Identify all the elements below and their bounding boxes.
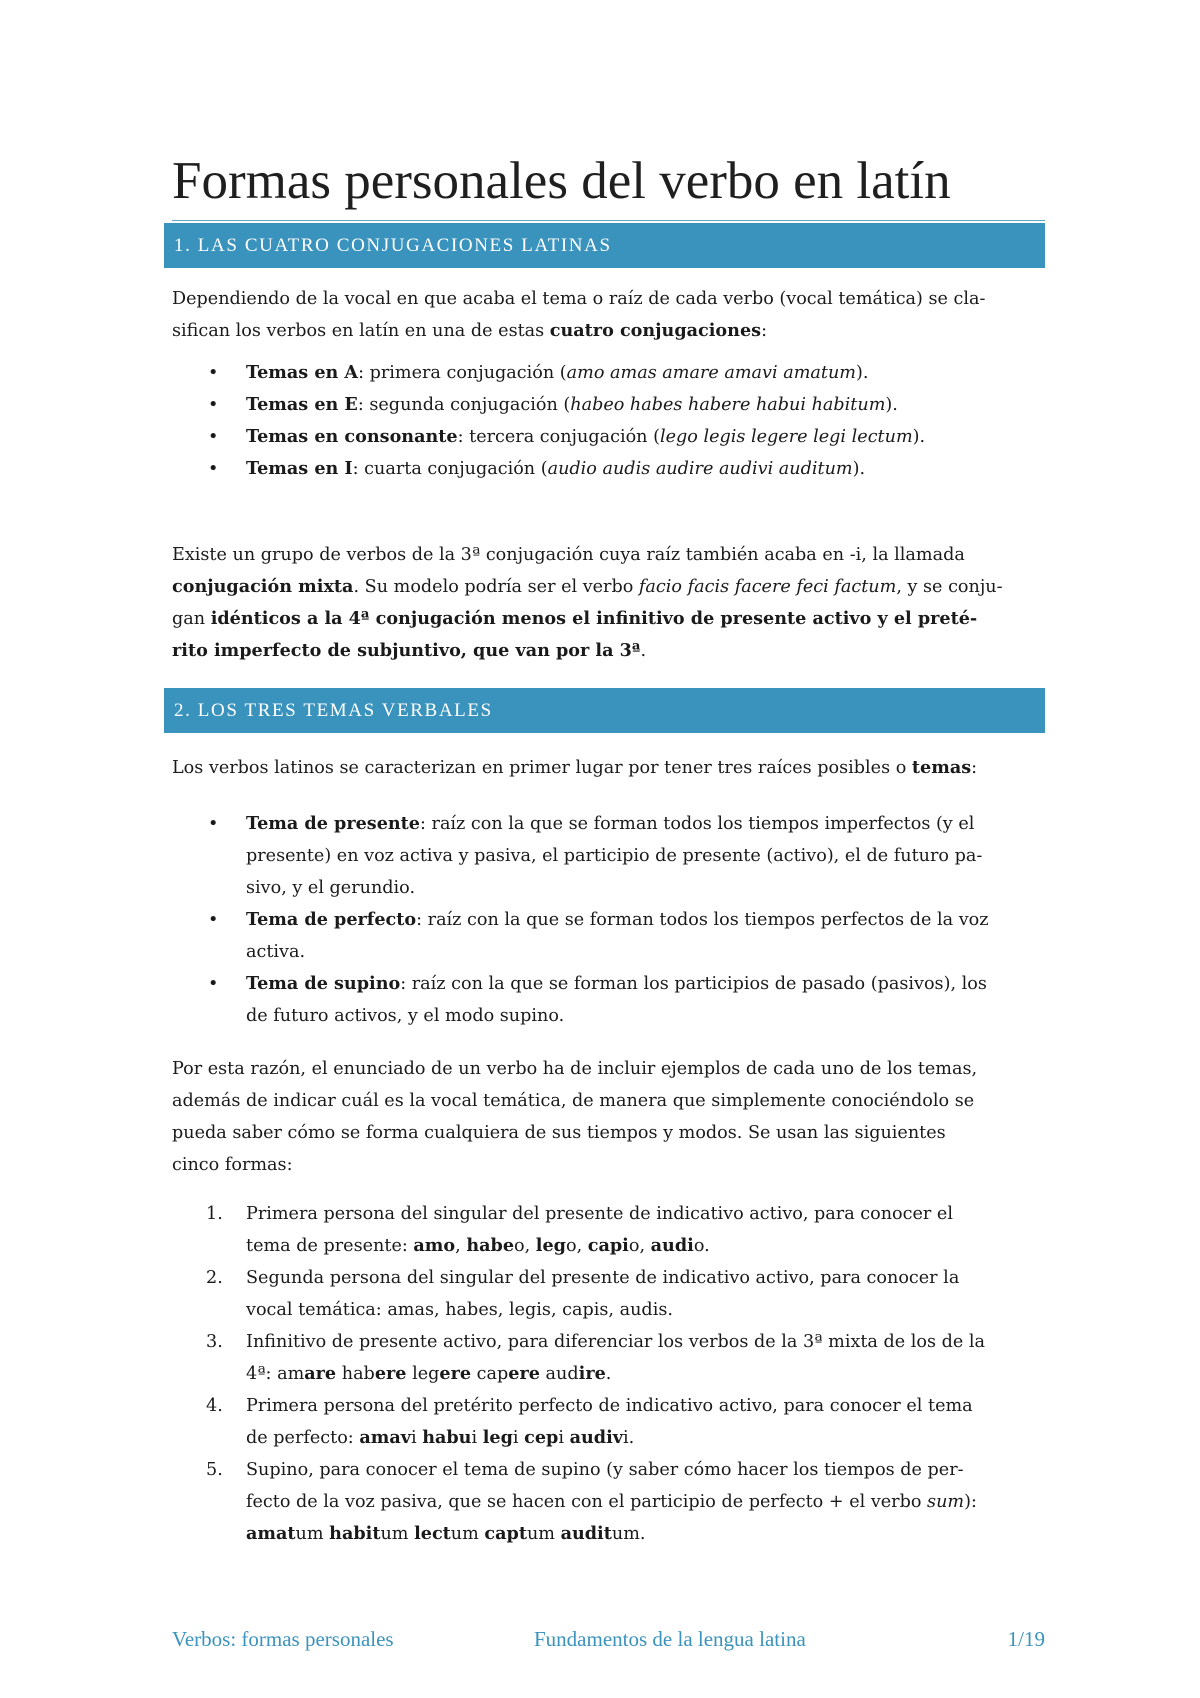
mixta-line-1: Existe un grupo de verbos de la 3ª conjugación cuya raíz también acaba en -i, la llamada	[172, 545, 965, 565]
list-item	[172, 389, 1045, 421]
form-plain: leg	[508, 1300, 537, 1320]
form-plain: um	[380, 1524, 409, 1544]
item-bold: Tema de supino	[246, 973, 401, 994]
form-plain: um	[450, 1524, 479, 1544]
form-plain: i	[593, 1300, 600, 1320]
separator: ,	[434, 1300, 446, 1320]
mixta-bold-3: rito imperfecto de subjuntivo, que van por la 3ª	[172, 640, 641, 661]
section-heading-1	[164, 223, 1045, 268]
example-form	[445, 1300, 498, 1320]
s2-intro-end: :	[971, 758, 978, 778]
example-form	[342, 1364, 407, 1384]
item-text: : segunda conjugación (	[357, 395, 571, 415]
item-bold: Tema de presente	[246, 813, 421, 834]
form-plain: cap	[476, 1364, 509, 1384]
mixta-paragraph	[172, 539, 1045, 667]
footer-page-number: 1/19	[1007, 1627, 1045, 1651]
intro-bold: cuatro conjugaciones	[549, 320, 762, 341]
bullet-icon: •	[208, 395, 219, 415]
item-end: .	[628, 1428, 635, 1448]
footer-left: Verbos: formas personales	[172, 1627, 394, 1651]
section-heading-2-text: 2. LOS TRES TEMAS VERBALES	[174, 700, 493, 721]
form-bold: audiv	[569, 1427, 623, 1448]
intro-line-1: Dependiendo de la vocal en que acaba el tema o raíz de cada verbo (vocal temática) se cla-	[172, 289, 986, 309]
form-plain: o	[693, 1236, 705, 1256]
example-form	[483, 1428, 519, 1448]
form-bold: cep	[524, 1427, 559, 1448]
item-text: Primera persona del pretérito perfecto de indicativo activo, para conocer el tema	[246, 1396, 973, 1416]
list-item	[172, 1198, 1045, 1262]
form-plain: i	[410, 1428, 417, 1448]
separator: ,	[524, 1236, 536, 1256]
list-number: 4.	[206, 1396, 223, 1416]
item-bold: Temas en E	[246, 394, 358, 415]
item-text: ):	[964, 1492, 977, 1512]
separator: ,	[608, 1300, 620, 1320]
form-plain: hab	[341, 1364, 375, 1384]
form-plain: s	[488, 1300, 498, 1320]
list-item	[172, 1390, 1045, 1454]
example-form	[546, 1364, 606, 1384]
item-text: : tercera conjugación (	[457, 427, 660, 447]
mixta-bold: conjugación mixta	[172, 576, 354, 597]
item-bold: Temas en A	[246, 362, 359, 383]
separator: ,	[550, 1300, 563, 1320]
list-item	[172, 904, 1045, 968]
item-text: Segunda persona del singular del presente de indicativo activo, para conocer la	[246, 1268, 960, 1288]
example-form	[588, 1236, 640, 1256]
list-item	[172, 1326, 1045, 1390]
reason-line: Por esta razón, el enunciado de un verbo ha de incluir ejemplos de cada uno de los temas,	[172, 1059, 978, 1079]
intro-end: :	[761, 321, 767, 341]
list-item	[172, 968, 1045, 1032]
bullet-icon: •	[208, 974, 219, 994]
item-end: .	[605, 1364, 612, 1384]
item-text: Primera persona del singular del presente de indicativo activo, para conocer el	[246, 1204, 953, 1224]
item-end: .	[639, 1524, 646, 1544]
separator: ,	[497, 1300, 509, 1320]
mixta-line-3: gan	[172, 609, 211, 629]
item-text: : primera conjugación (	[358, 363, 567, 383]
item-bold: Temas en consonante	[246, 426, 458, 447]
s2-intro-bold: temas	[911, 757, 972, 778]
mixta-text: . Su modelo podría ser el verbo	[353, 577, 639, 597]
form-plain: um	[611, 1524, 640, 1544]
form-bold: ere	[439, 1363, 472, 1384]
form-bold: capi	[587, 1235, 629, 1256]
item-italic: habeo habes habere habui habitum	[570, 395, 886, 415]
section-2-intro	[172, 752, 1045, 784]
item-text: activa.	[246, 942, 306, 962]
item-text: de futuro activos, y el modo supino.	[246, 1006, 565, 1026]
page-title: Formas personales del verbo en latín	[172, 152, 951, 210]
example-form	[562, 1300, 608, 1320]
form-bold: are	[304, 1363, 337, 1384]
bullet-icon: •	[208, 814, 219, 834]
example-form	[387, 1300, 434, 1320]
form-bold: leg	[482, 1427, 513, 1448]
item-text: vocal temática:	[246, 1300, 388, 1320]
form-bold: audi	[650, 1235, 694, 1256]
form-plain: aud	[619, 1300, 653, 1320]
form-plain: a	[414, 1300, 425, 1320]
s2-intro-text: Los verbos latinos se caracterizan en primer lugar por tener tres raíces posibles o	[172, 758, 912, 778]
item-italic: amo amas amare amavi amatum	[566, 363, 856, 383]
item-text: de perfecto:	[246, 1428, 360, 1448]
item-end: ).	[855, 363, 869, 383]
example-form	[359, 1428, 416, 1448]
item-text: fecto de la voz pasiva, que se hacen con el participio de perfecto + el verbo	[246, 1492, 928, 1512]
mixta-end: , y se conju-	[896, 577, 1003, 597]
form-plain: o	[514, 1236, 525, 1256]
example-form	[329, 1524, 408, 1544]
form-plain: um	[295, 1524, 324, 1544]
footer-center: Fundamentos de la lengua latina	[534, 1627, 806, 1651]
form-plain: s	[541, 1300, 551, 1320]
list-number: 1.	[206, 1204, 223, 1224]
title-rule	[172, 220, 1045, 221]
bullet-icon: •	[208, 459, 219, 479]
separator: ,	[576, 1236, 588, 1256]
temas-list	[172, 808, 1045, 1032]
example-form	[570, 1428, 629, 1448]
list-number: 3.	[206, 1332, 223, 1352]
list-item	[172, 1262, 1045, 1326]
example-form	[509, 1300, 551, 1320]
section-1-intro	[172, 283, 1045, 347]
example-form	[561, 1524, 640, 1544]
form-bold: habe	[466, 1235, 515, 1256]
list-item	[172, 808, 1045, 904]
item-text: presente) en voz activa y pasiva, el participio de presente (activo), el de futuro pa-	[246, 846, 983, 866]
form-plain: s	[658, 1300, 668, 1320]
example-form	[484, 1524, 555, 1544]
item-italic: audio audis audire audivi auditum	[547, 459, 853, 479]
form-plain: o	[565, 1236, 577, 1256]
item-text: : cuarta conjugación (	[352, 459, 548, 479]
form-bold: leg	[535, 1235, 566, 1256]
item-text: 4ª:	[246, 1364, 278, 1384]
item-text: : raíz con la que se forman todos los tiempos imperfectos (y el	[420, 814, 975, 834]
form-plain: e	[478, 1300, 489, 1320]
example-form	[524, 1428, 564, 1448]
item-text: sivo, y el gerundio.	[246, 878, 416, 898]
item-end: .	[704, 1236, 710, 1256]
form-bold: habit	[329, 1523, 381, 1544]
separator: ,	[639, 1236, 651, 1256]
list-item	[172, 1454, 1045, 1550]
bullet-icon: •	[208, 910, 219, 930]
reason-paragraph	[172, 1053, 1045, 1181]
list-item	[172, 453, 1045, 485]
form-plain: um	[526, 1524, 555, 1544]
form-bold: capt	[484, 1523, 527, 1544]
intro-line-2: sifican los verbos en latín en una de estas	[172, 321, 550, 341]
form-plain: i	[558, 1428, 564, 1448]
reason-line: cinco formas:	[172, 1155, 293, 1175]
form-plain: o	[628, 1236, 640, 1256]
separator: ,	[455, 1236, 467, 1256]
form-bold: lect	[414, 1523, 451, 1544]
example-form	[414, 1524, 479, 1544]
form-plain: s	[425, 1300, 435, 1320]
form-plain: am	[387, 1300, 415, 1320]
example-form	[477, 1364, 540, 1384]
form-plain: aud	[545, 1364, 579, 1384]
forms-list	[172, 1198, 1045, 1550]
reason-line: pueda saber cómo se forma cualquiera de sus tiempos y modos. Se usan las siguientes	[172, 1123, 946, 1143]
form-plain: s	[599, 1300, 609, 1320]
conjugation-list	[172, 357, 1045, 485]
list-item	[172, 357, 1045, 389]
item-italic: lego legis legere legi lectum	[659, 427, 913, 447]
mixta-final: .	[640, 641, 647, 661]
item-end: .	[667, 1300, 673, 1320]
bullet-icon: •	[208, 363, 219, 383]
form-plain: i	[623, 1428, 629, 1448]
form-bold: ire	[578, 1363, 606, 1384]
item-text: tema de presente:	[246, 1236, 414, 1256]
form-plain: i	[536, 1300, 542, 1320]
section-heading-2	[164, 688, 1045, 733]
item-end: ).	[852, 459, 866, 479]
page-footer	[172, 1627, 1045, 1657]
form-bold: amat	[246, 1523, 296, 1544]
form-bold: amav	[359, 1427, 411, 1448]
item-end: ).	[912, 427, 926, 447]
example-form	[620, 1300, 668, 1320]
item-bold: Temas en I	[246, 458, 353, 479]
example-form	[412, 1364, 471, 1384]
reason-line: además de indicar cuál es la vocal temática, de manera que simplemente conociéndolo se	[172, 1091, 975, 1111]
form-bold: ere	[508, 1363, 540, 1384]
example-form	[422, 1428, 477, 1448]
list-number: 5.	[206, 1460, 223, 1480]
form-plain: i	[471, 1428, 478, 1448]
form-plain: am	[277, 1364, 305, 1384]
bullet-icon: •	[208, 427, 219, 447]
section-heading-1-text: 1. LAS CUATRO CONJUGACIONES LATINAS	[174, 235, 612, 256]
form-plain: cap	[562, 1300, 594, 1320]
example-form	[651, 1236, 704, 1256]
mixta-bold-2: idénticos a la 4ª conjugación menos el infinitivo de presente activo y el preté-	[210, 608, 978, 629]
item-text: : raíz con la que se forman los participios de pasado (pasivos), los	[400, 974, 987, 994]
form-bold: habu	[422, 1427, 472, 1448]
example-form	[246, 1524, 324, 1544]
item-text: Infinitivo de presente activo, para diferenciar los verbos de la 3ª mixta de los de la	[246, 1332, 986, 1352]
example-form	[536, 1236, 577, 1256]
item-end: ).	[885, 395, 898, 415]
form-plain: leg	[412, 1364, 440, 1384]
form-bold: ere	[374, 1363, 407, 1384]
example-form	[466, 1236, 524, 1256]
item-bold: Tema de perfecto	[246, 909, 417, 930]
form-plain: i	[512, 1428, 519, 1448]
list-number: 2.	[206, 1268, 223, 1288]
example-form	[413, 1236, 455, 1256]
item-text: Supino, para conocer el tema de supino (y saber cómo hacer los tiempos de per-	[246, 1460, 964, 1480]
form-bold: audit	[560, 1523, 612, 1544]
list-item	[172, 421, 1045, 453]
mixta-italic: facio facis facere feci factum	[638, 577, 897, 597]
form-plain: i	[652, 1300, 659, 1320]
item-text: : raíz con la que se forman todos los tiempos perfectos de la voz	[416, 910, 989, 930]
example-form	[277, 1364, 336, 1384]
item-italic: sum	[927, 1492, 965, 1512]
form-plain: hab	[445, 1300, 479, 1320]
form-bold: amo	[413, 1235, 456, 1256]
